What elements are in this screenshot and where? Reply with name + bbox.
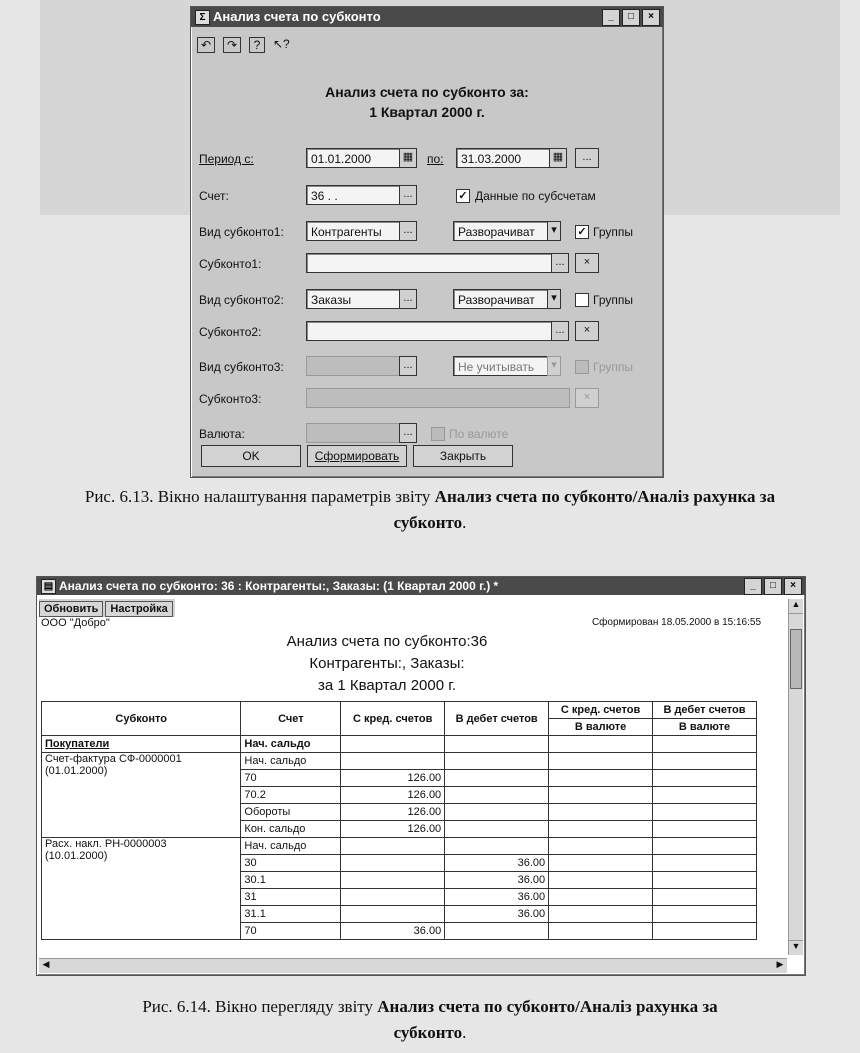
- subkonto1-input[interactable]: [306, 253, 552, 273]
- settings-button[interactable]: Настройка: [105, 601, 172, 617]
- col-subkonto: Субконто: [42, 702, 241, 736]
- org-name: ООО "Добро": [41, 617, 110, 629]
- doc2-currency-cell: [549, 889, 653, 906]
- subkonto2-clear-button[interactable]: ×: [575, 321, 599, 341]
- doc2-document-cell[interactable]: [42, 838, 241, 940]
- doc1-document-cell[interactable]: [42, 753, 241, 838]
- doc1-currency-cell: [653, 787, 757, 804]
- doc2-currency-cell: [549, 855, 653, 872]
- report-maximize-button[interactable]: □: [764, 578, 782, 595]
- doc2-deb-cell: 36.00: [445, 855, 549, 872]
- doc2-deb-cell: 36.00: [445, 872, 549, 889]
- vid3-mode-dropdown-icon[interactable]: ▾: [547, 356, 561, 376]
- currency-input[interactable]: [306, 423, 400, 443]
- vid3-mode-select[interactable]: Не учитывать: [453, 356, 557, 376]
- load-settings-icon[interactable]: ↶: [197, 37, 215, 53]
- form-button[interactable]: Сформировать: [307, 445, 407, 467]
- doc1-deb-cell: [445, 821, 549, 838]
- doc1-currency-cell: [653, 753, 757, 770]
- doc1-currency-cell: [549, 770, 653, 787]
- vid-subkonto3-label: Вид субконто3:: [199, 360, 284, 374]
- group-nach-saldo: Нач. сальдо: [241, 736, 341, 753]
- dialog-titlebar: [191, 7, 663, 27]
- close-window-button[interactable]: ×: [642, 9, 660, 26]
- by-currency-checkbox[interactable]: [431, 427, 445, 441]
- by-currency-label: По валюте: [449, 427, 509, 441]
- doc1-deb-cell: [445, 787, 549, 804]
- report-app-icon: ▤: [41, 579, 56, 594]
- subkonto2-select-button[interactable]: ...: [551, 321, 569, 341]
- col-kred-cur: С кред. счетов: [549, 702, 653, 719]
- doc2-doc-line2: (10.01.2000): [45, 850, 108, 862]
- doc1-deb-cell: [445, 770, 549, 787]
- doc1-deb-cell: [445, 753, 549, 770]
- groups1-checkbox[interactable]: ✓: [575, 225, 589, 239]
- col-account: Счет: [241, 702, 341, 736]
- period-label: Период с:: [199, 152, 254, 166]
- vid-subkonto3-select-button[interactable]: ...: [399, 356, 417, 376]
- doc1-currency-cell: [549, 804, 653, 821]
- context-help-icon[interactable]: ↖?: [273, 37, 290, 51]
- doc2-currency-cell: [653, 872, 757, 889]
- doc1-acc-cell: 70: [241, 770, 341, 787]
- col-deb: В дебет счетов: [445, 702, 549, 736]
- table-row: [42, 736, 757, 753]
- maximize-button[interactable]: □: [622, 9, 640, 26]
- doc1-kred-cell: 126.00: [341, 804, 445, 821]
- subaccounts-label: Данные по субсчетам: [475, 189, 596, 203]
- caption2-bold: Анализ счета по субконто/Аналіз рахунка за субконто: [377, 997, 718, 1042]
- doc1-kred-cell: 126.00: [341, 770, 445, 787]
- doc2-acc-cell: 30.1: [241, 872, 341, 889]
- doc2-currency-cell: [653, 855, 757, 872]
- caption1-bold: Анализ счета по субконто/Аналіз рахунка за субконто: [393, 487, 776, 532]
- report-heading-1: Анализ счета по субконто:36: [286, 633, 488, 650]
- vid-subkonto2-label: Вид субконто2:: [199, 293, 284, 307]
- doc2-currency-cell: [653, 906, 757, 923]
- subkonto1-label: Субконто1:: [199, 257, 262, 271]
- currency-label: Валюта:: [199, 427, 245, 441]
- report-minimize-button[interactable]: _: [744, 578, 762, 595]
- period-to-label: по:: [427, 152, 444, 166]
- vid1-mode-dropdown-icon[interactable]: ▾: [547, 221, 561, 241]
- scroll-up-icon[interactable]: ▲: [789, 599, 803, 614]
- generated-stamp: Сформирован 18.05.2000 в 15:16:55: [591, 617, 761, 628]
- subkonto1-select-button[interactable]: ...: [551, 253, 569, 273]
- doc2-acc-cell: Нач. сальдо: [241, 838, 341, 855]
- close-button[interactable]: Закрыть: [413, 445, 513, 467]
- col-deb-cur: В дебет счетов: [653, 702, 757, 719]
- subaccounts-checkbox[interactable]: ✓: [456, 189, 470, 203]
- report-titlebar: [37, 577, 805, 595]
- dialog-title: Анализ счета по субконто: [213, 9, 381, 24]
- vid-subkonto1-select-button[interactable]: ...: [399, 221, 417, 241]
- doc1-acc-cell: Кон. сальдо: [241, 821, 341, 838]
- doc2-kred-cell: [341, 855, 445, 872]
- vid-subkonto1-label: Вид субконто1:: [199, 225, 284, 239]
- dialog-heading-1: Анализ счета по субконто за:: [325, 84, 529, 100]
- doc2-acc-cell: 70: [241, 923, 341, 940]
- period-from-input[interactable]: 01.01.2000: [306, 148, 400, 168]
- dialog-heading-2: 1 Квартал 2000 г.: [369, 104, 485, 120]
- doc1-kred-cell: 126.00: [341, 821, 445, 838]
- doc2-acc-cell: 31.1: [241, 906, 341, 923]
- subkonto3-label: Субконто3:: [199, 392, 262, 406]
- doc2-kred-cell: [341, 889, 445, 906]
- doc1-acc-cell: Нач. сальдо: [241, 753, 341, 770]
- doc2-currency-cell: [549, 838, 653, 855]
- scroll-left-icon[interactable]: ◀: [42, 959, 50, 969]
- save-settings-icon[interactable]: ↷: [223, 37, 241, 53]
- dialog-toolbar: [197, 37, 289, 53]
- caption1-prefix: Рис. 6.13. Вікно налаштування параметрів звіту: [84, 487, 435, 506]
- report-window: [36, 576, 806, 976]
- settings-dialog: [190, 6, 664, 478]
- doc2-kred-cell: 36.00: [341, 923, 445, 940]
- groups1-label: Группы: [593, 225, 633, 239]
- doc2-deb-cell: [445, 838, 549, 855]
- subkonto2-input[interactable]: [306, 321, 552, 341]
- table-row: [42, 838, 757, 855]
- group-link-pokupateli[interactable]: Покупатели: [42, 736, 241, 753]
- doc2-currency-cell: [653, 889, 757, 906]
- col-kred-cur-sub: В валюте: [549, 719, 653, 736]
- ok-button[interactable]: OK: [201, 445, 301, 467]
- doc1-acc-cell: Обороты: [241, 804, 341, 821]
- groups3-checkbox[interactable]: [575, 360, 589, 374]
- calendar-to-button[interactable]: ▦: [549, 148, 567, 168]
- doc2-currency-cell: [653, 923, 757, 940]
- doc2-acc-cell: 30: [241, 855, 341, 872]
- doc2-currency-cell: [653, 838, 757, 855]
- doc2-deb-cell: [445, 923, 549, 940]
- account-input[interactable]: 36 . .: [306, 185, 400, 205]
- figure-caption-1: [0, 484, 860, 536]
- doc2-currency-cell: [549, 872, 653, 889]
- doc2-kred-cell: [341, 906, 445, 923]
- doc1-currency-cell: [653, 804, 757, 821]
- vid-subkonto3-input[interactable]: [306, 356, 400, 376]
- caption2-suffix: .: [462, 1023, 467, 1042]
- subkonto3-clear-button[interactable]: ×: [575, 388, 599, 408]
- groups2-checkbox[interactable]: [575, 293, 589, 307]
- scroll-thumb[interactable]: [790, 629, 802, 689]
- subkonto3-input[interactable]: [306, 388, 570, 408]
- figure-caption-2: [0, 994, 860, 1046]
- subkonto2-label: Субконто2:: [199, 325, 262, 339]
- doc1-currency-cell: [653, 770, 757, 787]
- currency-select-button[interactable]: ...: [399, 423, 417, 443]
- report-heading-2: Контрагенты:, Заказы:: [309, 655, 465, 672]
- account-select-button[interactable]: ...: [399, 185, 417, 205]
- doc1-kred-cell: 126.00: [341, 787, 445, 804]
- doc1-doc-line1: Счет-фактура СФ-0000001: [45, 753, 182, 765]
- report-table: [41, 701, 757, 940]
- vid2-mode-dropdown-icon[interactable]: ▾: [547, 289, 561, 309]
- table-row: [42, 753, 757, 770]
- doc2-deb-cell: 36.00: [445, 906, 549, 923]
- report-title: Анализ счета по субконто: 36 : Контрагенты:, Заказы: (1 Квартал 2000 г.) *: [59, 579, 499, 593]
- vid-subkonto2-select-button[interactable]: ...: [399, 289, 417, 309]
- doc2-acc-cell: 31: [241, 889, 341, 906]
- report-toolbar: [39, 599, 175, 617]
- app-sigma-icon: Σ: [195, 10, 210, 25]
- period-select-button[interactable]: ...: [575, 148, 599, 168]
- doc2-currency-cell: [549, 906, 653, 923]
- doc2-kred-cell: [341, 838, 445, 855]
- period-to-input[interactable]: 31.03.2000: [456, 148, 550, 168]
- scroll-down-icon[interactable]: ▼: [789, 940, 803, 955]
- subkonto1-clear-button[interactable]: ×: [575, 253, 599, 273]
- vid-subkonto1-input[interactable]: Контрагенты: [306, 221, 400, 241]
- report-close-button[interactable]: ×: [784, 578, 802, 595]
- doc1-currency-cell: [549, 821, 653, 838]
- doc1-deb-cell: [445, 804, 549, 821]
- calendar-from-button[interactable]: ▦: [399, 148, 417, 168]
- doc2-doc-line1: Расх. накл. РН-0000003: [45, 838, 167, 850]
- col-deb-cur-sub: В валюте: [653, 719, 757, 736]
- caption1-suffix: .: [462, 513, 467, 532]
- help-icon[interactable]: ?: [249, 37, 265, 53]
- doc2-currency-cell: [549, 923, 653, 940]
- groups2-label: Группы: [593, 293, 633, 307]
- report-heading-3: за 1 Квартал 2000 г.: [317, 677, 457, 694]
- doc1-currency-cell: [653, 821, 757, 838]
- account-label: Счет:: [199, 189, 229, 203]
- vertical-scrollbar[interactable]: [788, 599, 803, 955]
- minimize-button[interactable]: _: [602, 9, 620, 26]
- vid2-mode-select[interactable]: Разворачиват: [453, 289, 557, 309]
- scroll-right-icon[interactable]: ▶: [776, 959, 784, 969]
- refresh-button[interactable]: Обновить: [39, 601, 103, 617]
- doc1-kred-cell: [341, 753, 445, 770]
- vid1-mode-select[interactable]: Разворачиват: [453, 221, 557, 241]
- doc2-kred-cell: [341, 872, 445, 889]
- vid-subkonto2-input[interactable]: Заказы: [306, 289, 400, 309]
- groups3-label: Группы: [593, 360, 633, 374]
- col-kred: С кред. счетов: [341, 702, 445, 736]
- doc1-currency-cell: [549, 753, 653, 770]
- caption2-prefix: Рис. 6.14. Вікно перегляду звіту: [142, 997, 378, 1016]
- doc1-currency-cell: [549, 787, 653, 804]
- doc2-deb-cell: 36.00: [445, 889, 549, 906]
- doc1-acc-cell: 70.2: [241, 787, 341, 804]
- horizontal-scrollbar[interactable]: [39, 958, 787, 973]
- doc1-doc-line2: (01.01.2000): [45, 765, 108, 777]
